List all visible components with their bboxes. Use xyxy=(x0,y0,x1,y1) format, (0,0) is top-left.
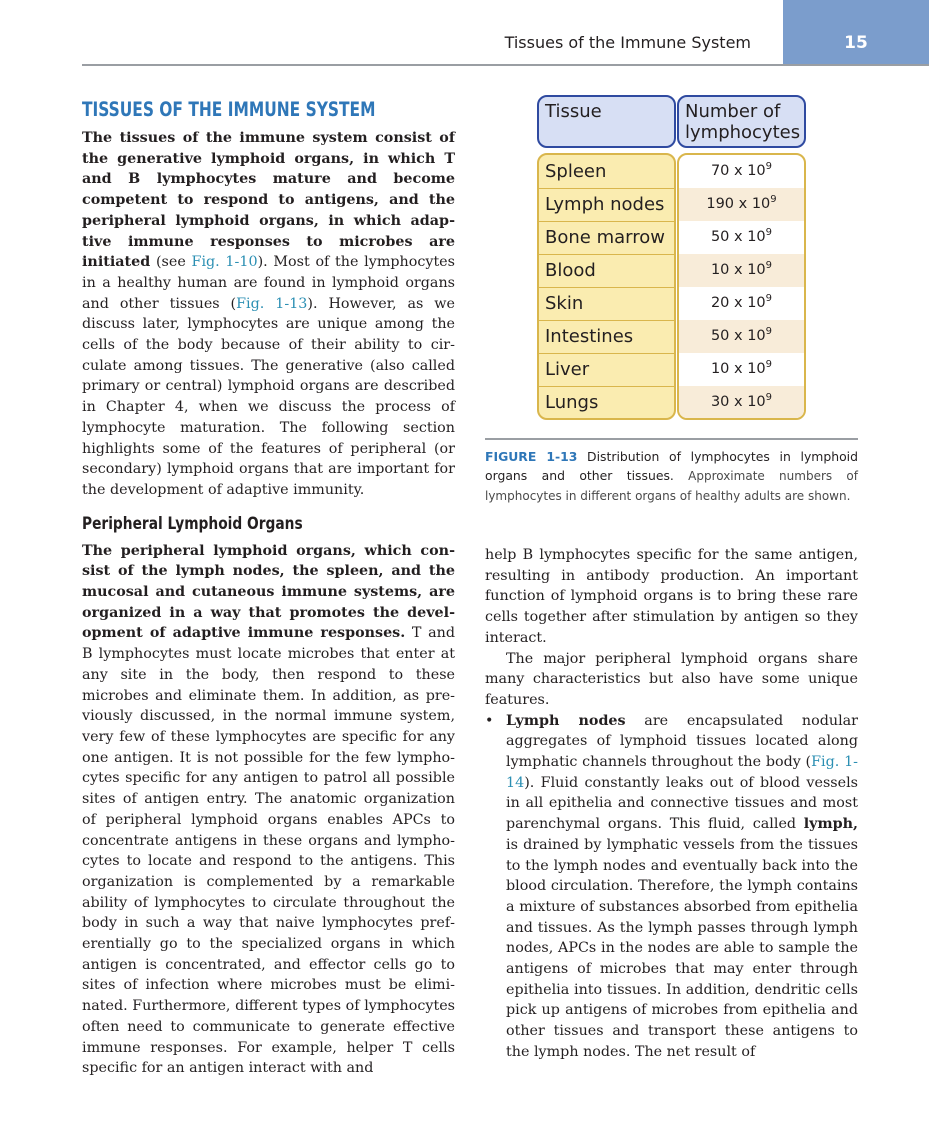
major-organs-paragraph: The major peripheral lymphoid organs share many characteristics but also have some unique features. xyxy=(485,650,858,708)
intro-after-ref-text: ). Most of the lymphocytes in a healthy human are found in lymphoid organs and other tissues ( xyxy=(82,254,455,312)
running-header xyxy=(82,0,929,66)
tissue-cell: Intestines xyxy=(539,320,674,354)
count-cell xyxy=(679,254,804,287)
running-title: Tissues of the Immune System xyxy=(504,33,751,52)
figure-tissue-column xyxy=(537,153,676,420)
lymph-nodes-text xyxy=(506,711,858,1063)
lymph-nodes-text-2: ). Fluid constantly leaks out of blood vessels in all epithelia and connective tissues and most parenchymal organs. This fluid, called xyxy=(506,774,858,833)
lymph-nodes-bullet xyxy=(485,711,858,1063)
lymph-term: lymph, xyxy=(803,816,858,833)
page-number-tab xyxy=(783,0,929,64)
count-exponent: 9 xyxy=(770,194,777,205)
count-exponent: 9 xyxy=(765,293,773,304)
lymph-nodes-term: Lymph nodes xyxy=(506,712,626,729)
count-mantissa: 30 x 10 xyxy=(710,394,766,410)
count-cell xyxy=(679,188,804,221)
count-exponent: 9 xyxy=(765,359,773,370)
count-mantissa: 20 x 10 xyxy=(710,295,766,311)
tissue-cell: Blood xyxy=(539,254,674,288)
figure-caption-title: Distribution of lymphocytes in lymphoid organs and other tissues. xyxy=(485,449,858,483)
count-exponent: 9 xyxy=(765,260,773,271)
section-heading: TISSUES OF THE IMMUNE SYSTEM xyxy=(82,98,376,121)
intro-paragraph xyxy=(82,128,455,501)
count-mantissa: 10 x 10 xyxy=(710,262,766,278)
count-cell xyxy=(679,155,804,188)
count-mantissa: 190 x 10 xyxy=(706,196,771,212)
peripheral-bold-text: The peripheral lymphoid organs, which consist of the lymph nodes, the spleen, and the mucosal and cutaneous immune systems, are organized in a way that promotes the development of adaptive immune responses. xyxy=(82,542,455,642)
count-cell xyxy=(679,353,804,386)
count-mantissa: 50 x 10 xyxy=(710,229,766,245)
figure-header-tissue: Tissue xyxy=(537,95,676,148)
left-column xyxy=(82,98,455,1079)
count-cell xyxy=(679,287,804,320)
page-number: 15 xyxy=(844,33,868,53)
figure-1-10-link[interactable]: Fig. 1-10 xyxy=(191,254,258,271)
figure-1-14-link[interactable]: Fig. 1-14 xyxy=(506,754,858,791)
tissue-cell: Lungs xyxy=(545,392,599,413)
intro-see-text: (see xyxy=(150,254,192,271)
figure-count-column xyxy=(677,153,806,420)
figure-1-13-link[interactable]: Fig. 1-13 xyxy=(236,295,308,312)
count-mantissa: 50 x 10 xyxy=(710,328,766,344)
count-exponent: 9 xyxy=(765,392,773,403)
intro-rest-text: ). However, as we discuss later, lymphocytes are unique among the cells of the body because of their ability to circulate among tissues. The generative (also called primary or central) lymphoid organs are described in Chapter 4, when we discuss the process of lymphocyte maturation. The following section highlights some of the features of peripheral (or secondary) lymphoid organs that are important for the development of adaptive immunity. xyxy=(82,295,456,498)
tissue-cell: Spleen xyxy=(539,155,674,189)
tissue-cell: Skin xyxy=(539,287,674,321)
count-exponent: 9 xyxy=(765,161,773,172)
bullet-marker: • xyxy=(485,712,494,729)
count-mantissa: 10 x 10 xyxy=(710,361,766,377)
figure-header-lymphocyte-count: Number of lymphocytes xyxy=(677,95,806,148)
count-cell xyxy=(679,320,804,353)
figure-caption-detail: Approximate numbers of lymphocytes in different organs of healthy adults are shown. xyxy=(485,469,858,503)
peripheral-paragraph xyxy=(82,541,455,1079)
tissue-cell: Bone marrow xyxy=(539,221,674,255)
peripheral-rest-text: T and B lymphocytes must locate microbes that enter at any site in the body, then respond to these microbes and eliminate them. In addition, as previously discussed, in the normal immune system, very few of these lymphocytes are specific for any one antigen. It is not possible for the few lymphocytes specific for any antigen to patrol all possible sites of antigen entry. The anatomic organization of peripheral lymphoid organs enables APCs to concentrate antigens in these organs and lymphocytes to locate and respond to the antigens. This organization is complemented by a remarkable ability of lymphocytes to circulate throughout the body in such a way that naive lymphocytes preferentially go to the specialized organs in which antigen is concentrated, and effector cells go to sites of infection where microbes must be eliminated. Furthermore, different types of lymphocytes often need to communicate to generate effective immune responses. For example, helper T cells specific for an antigen interact with and xyxy=(82,625,455,1077)
lymph-nodes-text-3: is drained by lymphatic vessels from the tissues to the lymph nodes and eventually back into the blood circulation. Therefore, the lymph contains a mixture of substances absorbed from epithelia and tissues. As the lymph passes through lymph nodes, APCs in the nodes are able to sample the antigens of microbes that may enter through epithelia into tissues. In addition, dendritic cells pick up antigens of microbes from epithelia and other tissues and transport these antigens to the lymph nodes. The net result of xyxy=(506,836,858,1060)
figure-caption-rule xyxy=(485,438,858,440)
tissue-cell: Lymph nodes xyxy=(539,188,674,222)
count-cell xyxy=(679,221,804,254)
intro-bold-text: The tissues of the immune system consist of the generative lymphoid organs, in which T and B lymphocytes mature and become competent to respond to antigens, and the peripheral lymphoid organs, in which adaptive immune responses to microbes are initiated xyxy=(82,130,455,271)
right-column xyxy=(485,545,858,1063)
count-exponent: 9 xyxy=(765,326,773,337)
figure-label: FIGURE 1-13 xyxy=(485,449,578,464)
lymph-nodes-text-1: are encapsulated nodular aggregates of lymphoid tissues located along lymphatic channels throughout the body ( xyxy=(506,712,858,771)
figure-1-13 xyxy=(485,92,858,522)
count-cell xyxy=(679,386,804,419)
continued-paragraph: help B lymphocytes specific for the same antigen, resulting in antibody production. An important function of lymphoid organs is to bring these rare cells together after stimulation by antigen so they interact. xyxy=(485,547,858,646)
subsection-heading: Peripheral Lymphoid Organs xyxy=(82,513,303,534)
tissue-cell: Liver xyxy=(539,353,674,387)
count-exponent: 9 xyxy=(765,227,773,238)
figure-caption xyxy=(485,447,858,506)
count-mantissa: 70 x 10 xyxy=(710,163,766,179)
